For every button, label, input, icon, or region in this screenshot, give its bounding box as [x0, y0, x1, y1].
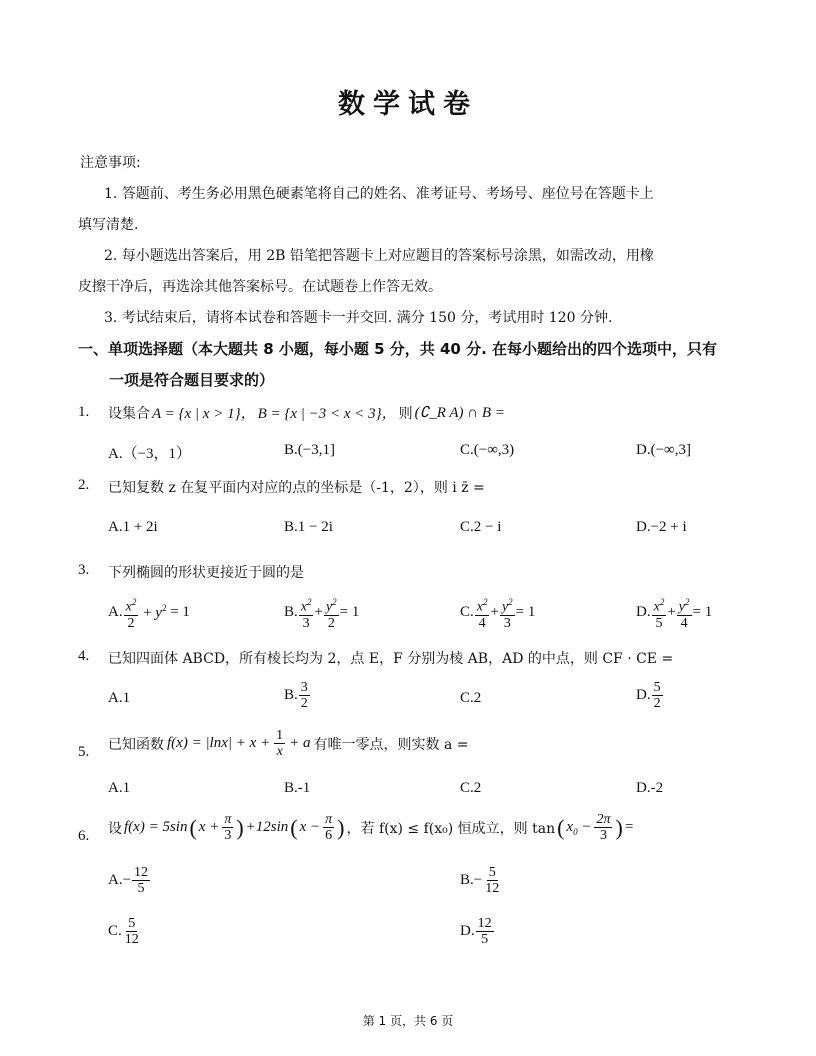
q5-option-d: D.-2 — [636, 780, 664, 796]
q6-frac3-num: 2π — [596, 812, 611, 827]
q5-frac-den: x — [276, 744, 283, 759]
q3-option-a: A. $\frac{x^2}{2}$ + $y^2$ = 1 — [108, 597, 190, 631]
q6-frac2-den: 6 — [325, 828, 333, 843]
question-number: 5. — [78, 744, 90, 760]
q4-option-b-label: B. — [284, 687, 298, 703]
q2-option-a: A.1 + 2i — [108, 519, 158, 535]
q3-d-den-1: 5 — [655, 615, 663, 631]
q2-option-b: B.1 − 2i — [284, 519, 333, 535]
q5-function: f(x) = |lnx| + x + — [167, 735, 271, 751]
question-number: 6. — [78, 828, 90, 844]
q6-option-a-label: A.− — [108, 872, 132, 888]
q3-a-frac: $\frac{x^2}{2}$ — [125, 597, 137, 631]
section-heading-cont: 一项是符合题目要求的） — [109, 371, 275, 389]
q3-b-den-1: 3 — [302, 615, 310, 631]
q4-option-b — [284, 680, 311, 711]
q6-c-num: 5 — [128, 916, 136, 931]
q3-d-den-2: 4 — [680, 615, 688, 631]
question-4-stem: 已知四面体 ABCD，所有棱长均为 2，点 E，F 分别为棱 AB，AD 的中点，则 CF · CE = — [108, 651, 674, 667]
notice-heading: 注意事项: — [80, 155, 141, 171]
question-number: 3. — [78, 562, 90, 578]
q6-option-d — [460, 916, 495, 947]
q6-option-d-label: D. — [460, 923, 475, 939]
q3-option-a-label: A. — [108, 604, 123, 621]
q3-b-rhs: = 1 — [339, 604, 360, 621]
q5-text-prefix: 已知函数 — [108, 736, 164, 753]
q6-frac2-num: π — [325, 812, 333, 827]
q6-option-c-label: C. — [108, 923, 122, 939]
q5-text-suffix: 有唯一零点，则实数 a = — [313, 736, 469, 753]
q4-option-a: A.1 — [108, 690, 131, 706]
q3-option-c-label: C. — [460, 604, 474, 621]
q5-option-a: A.1 — [108, 780, 131, 796]
q5-option-c: C.2 — [460, 780, 482, 796]
q4-b-den: 2 — [300, 696, 308, 711]
q6-frac3-den: 3 — [599, 828, 607, 843]
q3-option-d: D. $\frac{x^2}{5}$ + $\frac{y^2}{4}$ = 1 — [636, 597, 713, 631]
q2-option-d: D.−2 + i — [636, 519, 687, 535]
question-6-stem: 设 f(x) = 5sin ( x + $\frac{\pi}{3}$ ) +12sin ( x − $\frac{\pi}{6}$ ) ，若 f(x) ≤ f(x₀) 恒成立，则 tan ( $x_0$ − $\frac{2\pi}{3}$ ) = — [108, 812, 634, 843]
q1-option-d: D.(−∞,3] — [636, 442, 691, 458]
q6-option-a — [108, 865, 151, 896]
q6-a-num: 12 — [134, 865, 149, 880]
q1-set-a: A = {x | x > 1}， — [152, 406, 256, 422]
q6-b-num: 5 — [488, 865, 496, 880]
q1-expression: (∁_R A) ∩ B = — [414, 405, 505, 421]
q6-a-den: 5 — [137, 881, 145, 896]
q1-text-mid: 则 — [398, 405, 413, 422]
q5-function-tail: + a — [289, 735, 311, 751]
notice-item-3: 3. 考试结束后，请将本试卷和答题卡一并交回. 满分 150 分，考试用时 120 分钟. — [104, 310, 613, 326]
q6-mid: +12sin — [245, 819, 289, 835]
q1-option-c: C.(−∞,3) — [460, 442, 515, 458]
q6-b-den: 12 — [485, 881, 500, 896]
question-2-stem: 已知复数 z 在复平面内对应的点的坐标是（-1，2），则 i z̄ = — [108, 480, 485, 496]
notice-item-1: 1. 答题前、考生务必用黑色硬素笔将自己的姓名、准考证号、考场号、座位号在答题卡上 — [104, 186, 654, 202]
question-1-stem — [108, 402, 505, 423]
q6-text-prefix: 设 — [108, 820, 122, 837]
q3-a-rhs: = 1 — [170, 604, 190, 621]
q3-c-den-2: 3 — [503, 615, 511, 631]
q4-option-d-label: D. — [636, 687, 651, 703]
q4-option-d — [636, 680, 664, 711]
page-title: 数学试卷 — [338, 89, 478, 120]
question-number: 4. — [78, 648, 90, 664]
q6-d-den: 5 — [481, 932, 489, 947]
question-5-stem — [108, 728, 469, 759]
q3-d-rhs: = 1 — [692, 604, 713, 621]
notice-item-1-cont: 填写清楚. — [78, 217, 139, 233]
q6-frac1-num: π — [224, 812, 232, 827]
question-3-stem: 下列椭圆的形状更接近于圆的是 — [108, 565, 304, 581]
q6-option-c — [108, 916, 142, 947]
q3-option-c: C. $\frac{x^2}{4}$ + $\frac{y^2}{3}$ = 1 — [460, 597, 536, 631]
q5-option-b: B.-1 — [284, 780, 311, 796]
q5-frac-num: 1 — [276, 728, 284, 743]
question-number: 1. — [78, 404, 90, 420]
q1-set-b: B = {x | −3 < x < 3}， — [257, 406, 397, 422]
q3-c-den-1: 4 — [478, 615, 486, 631]
q3-option-d-label: D. — [636, 604, 651, 621]
q3-b-den-2: 2 — [327, 615, 335, 631]
q4-d-den: 2 — [653, 696, 661, 711]
q3-option-b: B. $\frac{x^2}{3}$ + $\frac{y^2}{2}$ = 1 — [284, 597, 360, 631]
q3-a-den: 2 — [127, 615, 135, 631]
q4-b-num: 3 — [300, 680, 308, 695]
section-heading: 一、单项选择题（本大题共 8 小题，每小题 5 分，共 40 分. 在每小题给出的四个选项中，只有 — [78, 340, 718, 358]
q6-tail: = — [624, 819, 634, 835]
q6-condition: ，若 f(x) ≤ f(x₀) 恒成立，则 tan — [346, 820, 556, 837]
question-number: 2. — [78, 477, 90, 493]
q3-option-b-label: B. — [284, 604, 298, 621]
q1-option-b: B.(−3,1] — [284, 442, 335, 458]
q6-frac1-den: 3 — [224, 828, 232, 843]
q6-option-b-label: B.− — [460, 872, 483, 888]
q3-c-rhs: = 1 — [515, 604, 536, 621]
q1-option-a: A.（−3，1） — [108, 446, 192, 462]
q6-option-b — [460, 865, 502, 896]
notice-item-2: 2. 每小题选出答案后，用 2B 铅笔把答题卡上对应题目的答案标号涂黑，如需改动，用橡 — [104, 248, 654, 264]
q6-d-num: 12 — [477, 916, 492, 931]
q2-option-c: C.2 − i — [460, 519, 502, 535]
q4-d-num: 5 — [653, 680, 661, 695]
q6-c-den: 12 — [124, 932, 139, 947]
q4-option-c: C.2 — [460, 690, 482, 706]
notice-item-2-cont: 皮擦干净后，再选涂其他答案标号。在试题卷上作答无效。 — [78, 279, 442, 295]
page-footer: 第 1 页，共 6 页 — [362, 1014, 454, 1028]
q1-text-prefix: 设集合 — [108, 405, 150, 422]
q6-function: f(x) = 5sin — [124, 819, 188, 835]
